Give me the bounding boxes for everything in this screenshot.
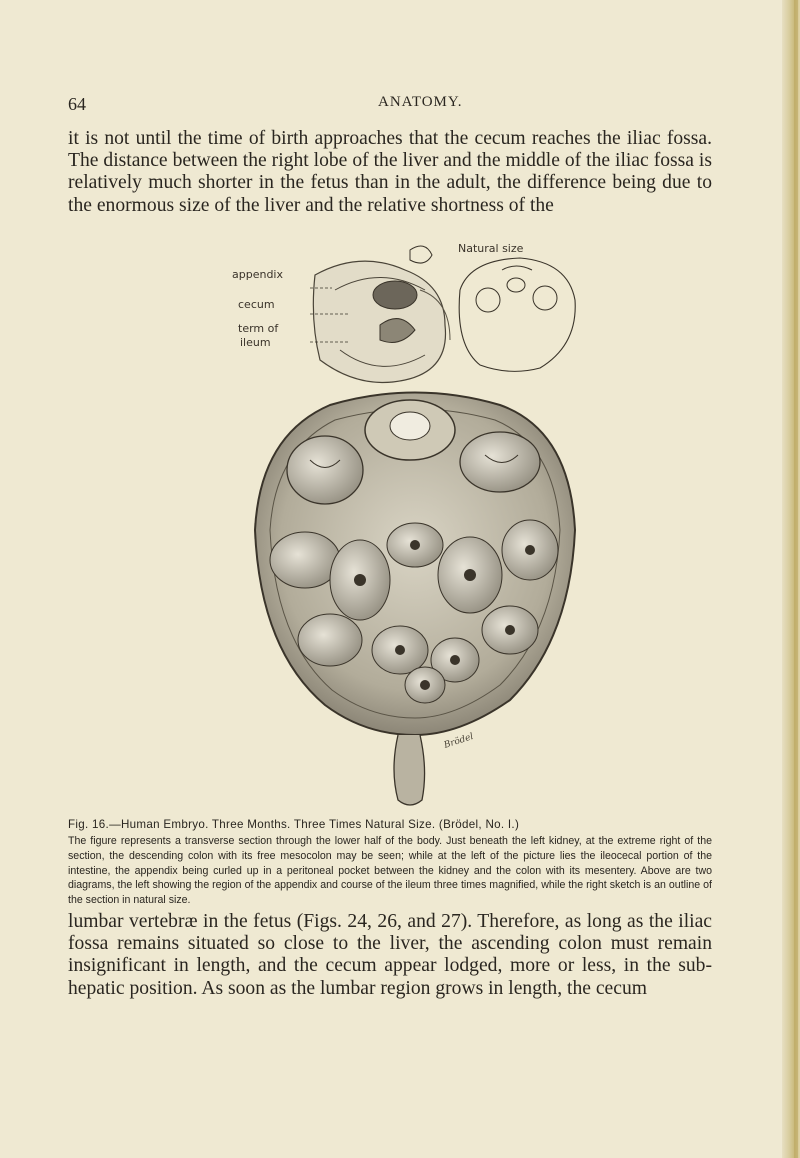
- label-ileum: ileum: [240, 336, 271, 349]
- caption-body: The figure represents a transverse section through the lower half of the body. Just beneath the left kidney, at the extreme right of the section, the descending colon with its free mesocolon may be seen; while at the left of the picture lies the ileocecal portion of the intestine, the appendix being curled up in a peritoneal pocket between the kidney and the colon with its mesentery. Above are two diagrams, the left showing the region of the appendix and course of the ileum three times magnified, while the right sketch is an outline of the section in natural size.: [68, 835, 712, 907]
- paragraph-bottom: lumbar vertebræ in the fetus (Figs. 24, 26, and 27). Therefore, as long as the iliac fossa remains situated so close to the liver, the ascending colon must remain insignificant in length, and the cecum appear lodged, more or less, in the sub-hepatic position. As soon as the lumbar region grows in length, the cecum: [68, 911, 712, 999]
- book-spine-shadow: [794, 0, 798, 1158]
- embryo-section-illustration: [232, 230, 590, 810]
- label-cecum: cecum: [238, 298, 275, 311]
- anatomical-figure: [232, 230, 590, 810]
- label-natural-size: Natural size: [458, 242, 524, 255]
- transverse-section: [255, 393, 575, 806]
- label-appendix: appendix: [232, 268, 283, 281]
- appendix-ileum-diagram: [232, 246, 450, 383]
- paragraph-top: it is not until the time of birth approaches that the cecum reaches the iliac fossa. The distance between the right lobe of the liver and the middle of the iliac fossa is relatively much shorter in the fetus than in the adult, the difference being due to the enormous size of the liver and the relative shortness of the: [68, 128, 712, 216]
- page-number: 64: [68, 94, 86, 114]
- label-term-of: term of: [238, 322, 279, 335]
- artist-signature: Brödel: [442, 731, 475, 751]
- figure-caption: [68, 818, 712, 908]
- natural-size-diagram: [458, 242, 575, 371]
- running-title: ANATOMY.: [378, 94, 463, 110]
- caption-title: Fig. 16.—Human Embryo. Three Months. Three Times Natural Size. (Brödel, No. I.): [68, 818, 520, 831]
